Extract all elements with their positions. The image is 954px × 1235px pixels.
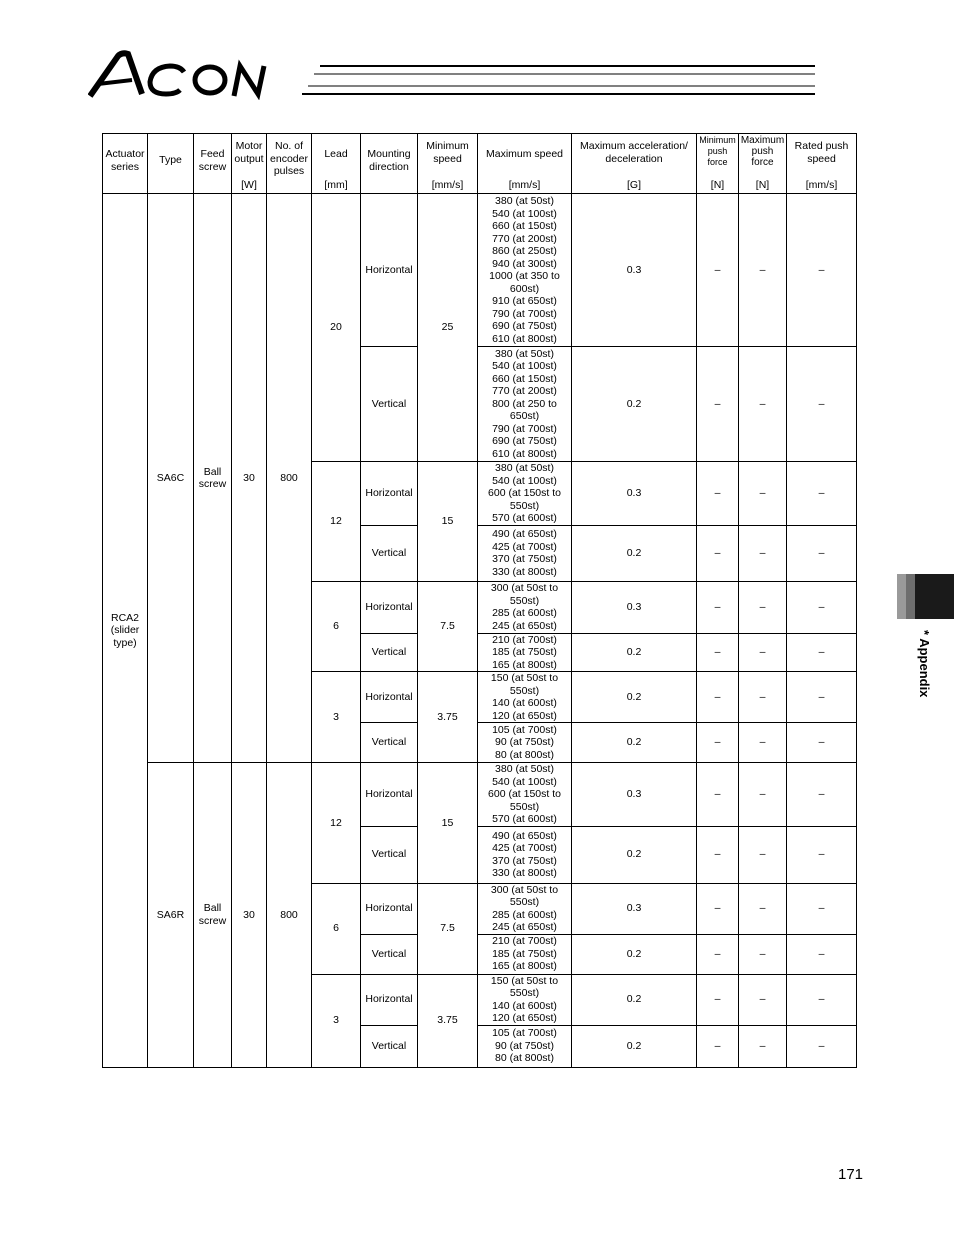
header-mounting-direction: Mounting direction — [361, 134, 418, 194]
lead-cell: 12 — [312, 462, 361, 582]
mounting-direction-cell: Horizontal — [361, 462, 418, 526]
min-push-force-cell: – — [697, 974, 739, 1025]
header-motor-output: Motor output [W] — [232, 134, 267, 194]
mounting-direction-cell: Horizontal — [361, 974, 418, 1025]
rated-push-speed-cell: – — [787, 347, 857, 462]
max-push-force-cell: – — [739, 672, 787, 723]
maximum-speed-cell: 150 (at 50st to 550st) 140 (at 600st) 120 (at 650st) — [478, 974, 572, 1025]
maximum-speed-cell: 210 (at 700st) 185 (at 750st) 165 (at 800st) — [478, 934, 572, 974]
max-acceleration-cell: 0.3 — [572, 581, 697, 633]
max-push-force-cell: – — [739, 347, 787, 462]
mounting-direction-cell: Vertical — [361, 826, 418, 883]
max-push-force-cell: – — [739, 462, 787, 526]
max-acceleration-cell: 0.2 — [572, 723, 697, 763]
max-push-force-cell: – — [739, 633, 787, 672]
lead-cell: 3 — [312, 672, 361, 763]
max-push-force-cell: – — [739, 934, 787, 974]
max-push-force-cell: – — [739, 525, 787, 581]
max-acceleration-cell: 0.2 — [572, 633, 697, 672]
actuator-series-cell: RCA2 (slider type) — [103, 194, 148, 1068]
minimum-speed-cell: 3.75 — [418, 672, 478, 763]
header-maximum-speed: Maximum speed [mm/s] — [478, 134, 572, 194]
min-push-force-cell: – — [697, 1025, 739, 1067]
type-cell: SA6R — [148, 763, 194, 1068]
min-push-force-cell: – — [697, 347, 739, 462]
motor-output-cell: 30 — [232, 763, 267, 1068]
maximum-speed-cell: 105 (at 700st) 90 (at 750st) 80 (at 800st) — [478, 1025, 572, 1067]
minimum-speed-cell: 15 — [418, 462, 478, 582]
mounting-direction-cell: Horizontal — [361, 763, 418, 827]
header-feed-screw: Feed screw — [194, 134, 232, 194]
min-push-force-cell: – — [697, 672, 739, 723]
type-cell: SA6C — [148, 194, 194, 763]
rated-push-speed-cell: – — [787, 974, 857, 1025]
lead-cell: 12 — [312, 763, 361, 884]
encoder-pulses-cell: 800 — [267, 194, 312, 763]
lead-cell: 6 — [312, 581, 361, 672]
feed-screw-cell: Ball screw — [194, 194, 232, 763]
rated-push-speed-cell: – — [787, 723, 857, 763]
header-row — [103, 134, 857, 194]
max-push-force-cell: – — [739, 826, 787, 883]
appendix-tab-marker — [897, 574, 954, 619]
mounting-direction-cell: Vertical — [361, 1025, 418, 1067]
minimum-speed-cell: 7.5 — [418, 581, 478, 672]
max-acceleration-cell: 0.2 — [572, 974, 697, 1025]
rated-push-speed-cell: – — [787, 633, 857, 672]
max-acceleration-cell: 0.2 — [572, 347, 697, 462]
max-push-force-cell: – — [739, 723, 787, 763]
table-row — [103, 763, 857, 827]
header-actuator-series: Actuator series — [103, 134, 148, 194]
min-push-force-cell: – — [697, 581, 739, 633]
max-push-force-cell: – — [739, 974, 787, 1025]
table-row — [103, 194, 857, 347]
encoder-pulses-cell: 800 — [267, 763, 312, 1068]
mounting-direction-cell: Horizontal — [361, 194, 418, 347]
motor-output-cell: 30 — [232, 194, 267, 763]
maximum-speed-cell: 300 (at 50st to 550st) 285 (at 600st) 245 (at 650st) — [478, 883, 572, 934]
lead-cell: 6 — [312, 883, 361, 974]
maximum-speed-cell: 490 (at 650st) 425 (at 700st) 370 (at 750st) 330 (at 800st) — [478, 525, 572, 581]
header-rule — [300, 64, 815, 96]
lead-cell: 3 — [312, 974, 361, 1067]
maximum-speed-cell: 380 (at 50st) 540 (at 100st) 660 (at 150st) 770 (at 200st) 860 (at 250st) 940 (at 300st) 1000 (at 350 to 600st) 910 (at 650st) 790 (at 700st) 690 (at 750st) 610 (at 800st) — [478, 194, 572, 347]
header-minimum-speed: Minimum speed [mm/s] — [418, 134, 478, 194]
maximum-speed-cell: 300 (at 50st to 550st) 285 (at 600st) 245 (at 650st) — [478, 581, 572, 633]
min-push-force-cell: – — [697, 194, 739, 347]
maximum-speed-cell: 490 (at 650st) 425 (at 700st) 370 (at 750st) 330 (at 800st) — [478, 826, 572, 883]
min-push-force-cell: – — [697, 723, 739, 763]
header-max-acceleration: Maximum acceleration/ deceleration [G] — [572, 134, 697, 194]
minimum-speed-cell: 7.5 — [418, 883, 478, 974]
header-min-push-force: Minimum push force [N] — [697, 134, 739, 194]
lead-cell: 20 — [312, 194, 361, 462]
min-push-force-cell: – — [697, 883, 739, 934]
rated-push-speed-cell: – — [787, 525, 857, 581]
max-push-force-cell: – — [739, 581, 787, 633]
header-max-push-force: Maximum push force [N] — [739, 134, 787, 194]
maximum-speed-cell: 380 (at 50st) 540 (at 100st) 660 (at 150st) 770 (at 200st) 800 (at 250 to 650st) 790 (at 700st) 690 (at 750st) 610 (at 800st) — [478, 347, 572, 462]
header-rated-push-speed: Rated push speed [mm/s] — [787, 134, 857, 194]
max-push-force-cell: – — [739, 194, 787, 347]
max-acceleration-cell: 0.3 — [572, 763, 697, 827]
acon-logo — [88, 50, 318, 100]
max-acceleration-cell: 0.3 — [572, 883, 697, 934]
max-acceleration-cell: 0.3 — [572, 462, 697, 526]
maximum-speed-cell: 150 (at 50st to 550st) 140 (at 600st) 120 (at 650st) — [478, 672, 572, 723]
max-push-force-cell: – — [739, 763, 787, 827]
min-push-force-cell: – — [697, 826, 739, 883]
max-acceleration-cell: 0.2 — [572, 525, 697, 581]
rated-push-speed-cell: – — [787, 194, 857, 347]
mounting-direction-cell: Horizontal — [361, 581, 418, 633]
max-push-force-cell: – — [739, 883, 787, 934]
mounting-direction-cell: Horizontal — [361, 672, 418, 723]
rated-push-speed-cell: – — [787, 672, 857, 723]
header-lead: Lead [mm] — [312, 134, 361, 194]
rated-push-speed-cell: – — [787, 581, 857, 633]
maximum-speed-cell: 105 (at 700st) 90 (at 750st) 80 (at 800st) — [478, 723, 572, 763]
mounting-direction-cell: Vertical — [361, 347, 418, 462]
minimum-speed-cell: 15 — [418, 763, 478, 884]
page-number: 171 — [838, 1166, 864, 1183]
table-body — [103, 194, 857, 1068]
rated-push-speed-cell: – — [787, 1025, 857, 1067]
max-acceleration-cell: 0.3 — [572, 194, 697, 347]
min-push-force-cell: – — [697, 763, 739, 827]
max-push-force-cell: – — [739, 1025, 787, 1067]
rated-push-speed-cell: – — [787, 934, 857, 974]
feed-screw-cell: Ball screw — [194, 763, 232, 1068]
min-push-force-cell: – — [697, 934, 739, 974]
min-push-force-cell: – — [697, 525, 739, 581]
minimum-speed-cell: 25 — [418, 194, 478, 462]
header-type: Type — [148, 134, 194, 194]
max-acceleration-cell: 0.2 — [572, 826, 697, 883]
mounting-direction-cell: Vertical — [361, 633, 418, 672]
maximum-speed-cell: 210 (at 700st) 185 (at 750st) 165 (at 800st) — [478, 633, 572, 672]
minimum-speed-cell: 3.75 — [418, 974, 478, 1067]
min-push-force-cell: – — [697, 633, 739, 672]
rated-push-speed-cell: – — [787, 462, 857, 526]
rated-push-speed-cell: – — [787, 763, 857, 827]
header-encoder-pulses: No. of encoder pulses — [267, 134, 312, 194]
mounting-direction-cell: Vertical — [361, 525, 418, 581]
maximum-speed-cell: 380 (at 50st) 540 (at 100st) 600 (at 150st to 550st) 570 (at 600st) — [478, 763, 572, 827]
max-acceleration-cell: 0.2 — [572, 1025, 697, 1067]
mounting-direction-cell: Horizontal — [361, 883, 418, 934]
max-acceleration-cell: 0.2 — [572, 934, 697, 974]
maximum-speed-cell: 380 (at 50st) 540 (at 100st) 600 (at 150st to 550st) 570 (at 600st) — [478, 462, 572, 526]
mounting-direction-cell: Vertical — [361, 723, 418, 763]
max-acceleration-cell: 0.2 — [572, 672, 697, 723]
rated-push-speed-cell: – — [787, 826, 857, 883]
appendix-label: * Appendix — [917, 630, 932, 698]
specification-table — [102, 133, 857, 1068]
rated-push-speed-cell: – — [787, 883, 857, 934]
mounting-direction-cell: Vertical — [361, 934, 418, 974]
min-push-force-cell: – — [697, 462, 739, 526]
